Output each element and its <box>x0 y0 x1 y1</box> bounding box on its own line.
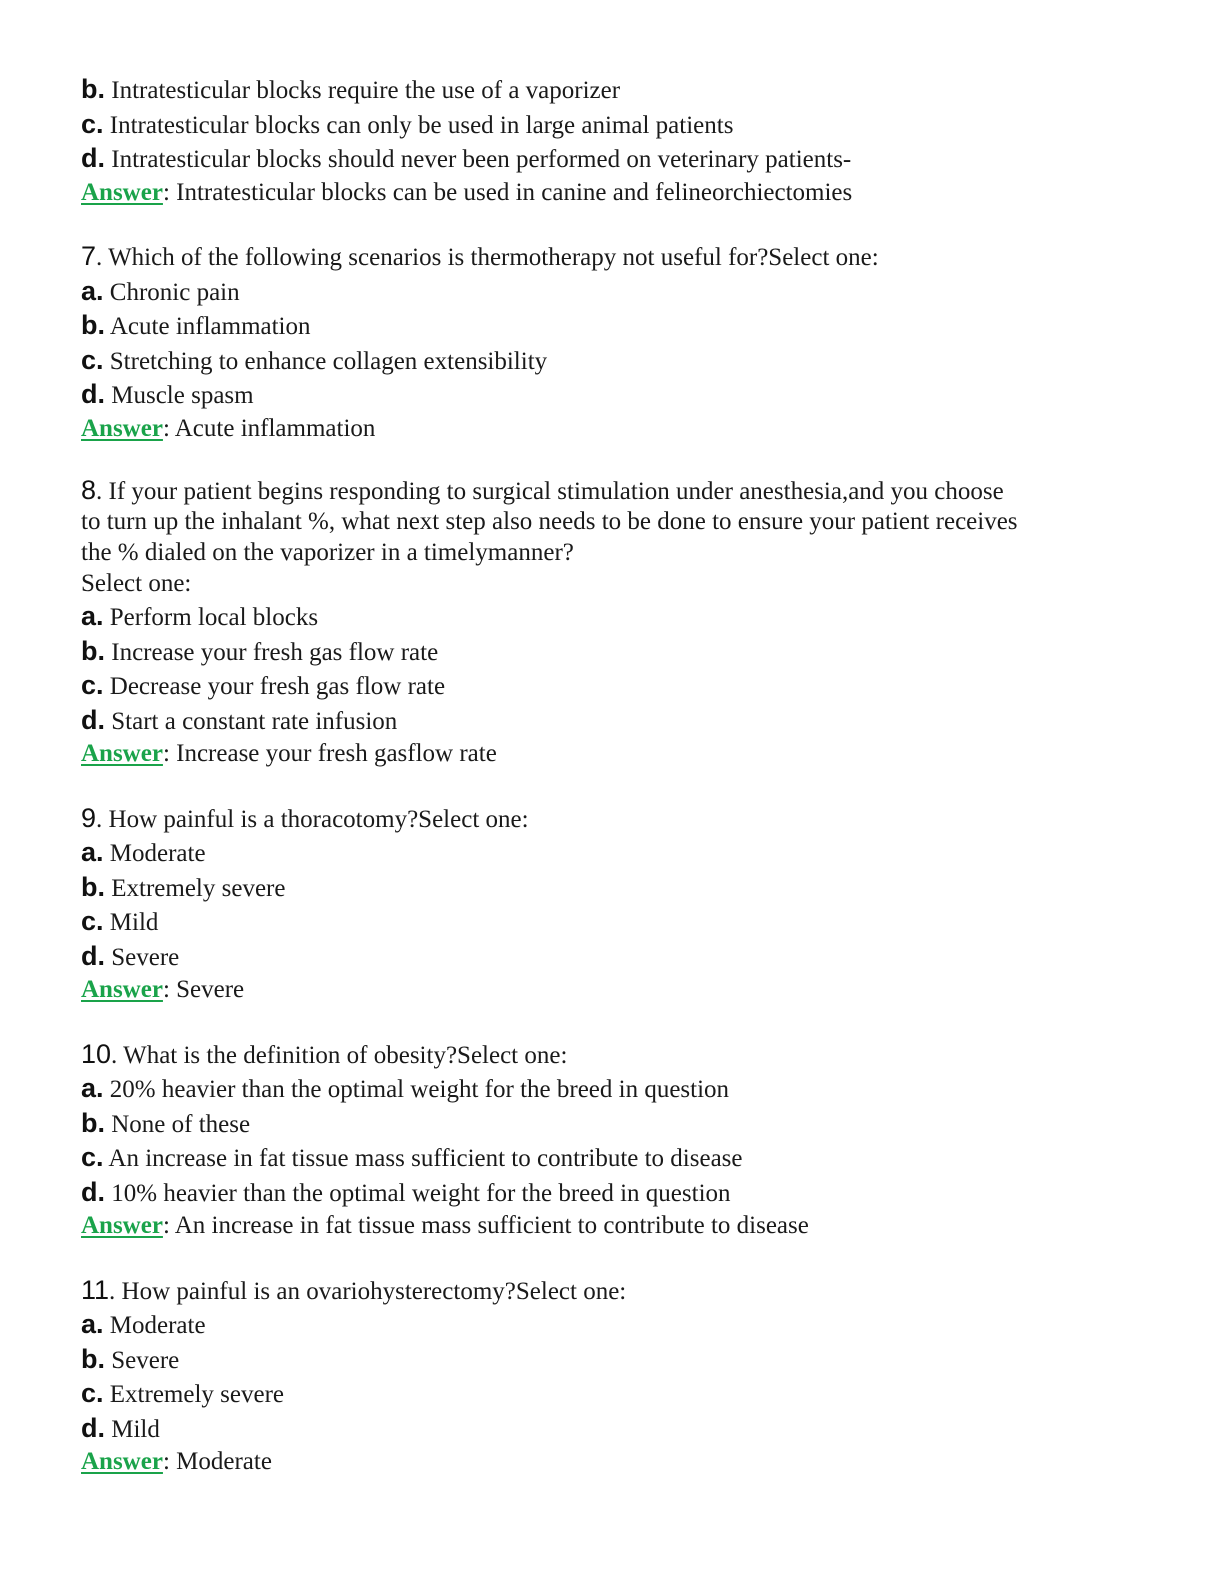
option-d <box>81 703 1161 738</box>
option-letter: b. <box>81 1107 105 1138</box>
answer-line <box>81 1209 1161 1244</box>
option-letter: d. <box>81 1412 105 1443</box>
answer-text: : Intratesticular blocks can be used in canine and felineorchiectomies <box>162 178 853 206</box>
question-text: . How painful is an ovariohysterectomy?Select one: <box>109 1277 627 1305</box>
option-d <box>81 141 1161 176</box>
question-block-7 <box>81 239 1161 446</box>
option-a <box>81 1071 1161 1106</box>
answer-line <box>81 737 1161 772</box>
option-b <box>81 870 1161 905</box>
question-text: . How painful is a thoracotomy?Select one: <box>96 805 529 833</box>
document-page <box>81 72 1161 1480</box>
option-d <box>81 377 1161 412</box>
question-block-partial <box>81 72 1161 210</box>
option-letter: c. <box>81 670 104 700</box>
option-d <box>81 939 1161 974</box>
question-number: 11 <box>81 1274 110 1305</box>
option-text: 20% heavier than the optimal weight for the breed in question <box>103 1076 730 1103</box>
question-prompt <box>81 1037 1161 1072</box>
question-text: . If your patient begins responding to surgical stimulation under anesthesia,and you choose <box>96 478 1004 505</box>
option-text: Extremely severe <box>103 1381 284 1408</box>
option-text: Extremely severe <box>105 874 286 902</box>
answer-label: Answer <box>81 976 163 1003</box>
option-text: Muscle spasm <box>105 382 254 409</box>
option-letter: c. <box>81 108 104 139</box>
option-text: Severe <box>105 1346 180 1374</box>
option-a <box>81 1307 1161 1342</box>
option-c <box>81 904 1161 939</box>
question-text: . Which of the following scenarios is thermotherapy not useful for?Select one: <box>96 244 879 271</box>
answer-line <box>81 1445 1161 1480</box>
option-letter: a. <box>81 837 104 867</box>
answer-line <box>81 176 1161 211</box>
option-text: Mild <box>103 909 159 936</box>
question-number: 10 <box>81 1038 112 1069</box>
option-text: Perform local blocks <box>103 604 319 631</box>
question-number: 9 <box>81 802 97 833</box>
option-text: Severe <box>105 943 180 971</box>
option-c <box>81 1376 1161 1411</box>
option-text: Increase your fresh gas flow rate <box>105 638 439 666</box>
option-text: Stretching to enhance collagen extensibility <box>103 347 548 375</box>
question-prompt <box>81 475 1161 506</box>
question-block-11 <box>81 1273 1161 1480</box>
question-block-10 <box>81 1037 1161 1244</box>
option-letter: c. <box>81 344 104 375</box>
option-text: 10% heavier than the optimal weight for the breed in question <box>105 1179 731 1207</box>
option-letter: d. <box>81 379 105 409</box>
option-letter: b. <box>81 74 105 104</box>
option-text: Moderate <box>103 840 206 867</box>
option-letter: c. <box>81 1378 104 1408</box>
option-letter: c. <box>81 1142 104 1172</box>
option-letter: d. <box>81 704 105 735</box>
answer-line <box>81 973 1161 1008</box>
answer-text: : Acute inflammation <box>162 414 376 442</box>
option-text: Decrease your fresh gas flow rate <box>103 673 446 700</box>
question-number: 7 <box>81 241 97 271</box>
question-prompt-continued: the % dialed on the vaporizer in a timelymanner? <box>81 539 574 566</box>
option-b <box>81 308 1161 343</box>
option-letter: c. <box>81 906 104 936</box>
option-text: Acute inflammation <box>105 313 311 340</box>
option-text: Mild <box>105 1415 160 1443</box>
option-text: Intratesticular blocks should never been performed on veterinary patients- <box>105 146 852 173</box>
answer-label: Answer <box>81 1212 163 1239</box>
option-c <box>81 343 1161 378</box>
option-letter: a. <box>81 275 104 306</box>
option-text: Moderate <box>103 1312 206 1339</box>
answer-text: : An increase in fat tissue mass sufficient to contribute to disease <box>162 1212 809 1239</box>
answer-label: Answer <box>81 178 163 206</box>
question-block-8 <box>81 475 1161 772</box>
question-number: 8 <box>81 475 97 505</box>
option-letter: d. <box>81 1176 105 1207</box>
option-text: An increase in fat tissue mass sufficient to contribute to disease <box>103 1145 743 1172</box>
option-c <box>81 668 1161 703</box>
option-b <box>81 1342 1161 1377</box>
option-c <box>81 1140 1161 1175</box>
option-letter: b. <box>81 635 105 666</box>
option-letter: b. <box>81 1343 105 1374</box>
option-letter: b. <box>81 871 105 902</box>
answer-line <box>81 412 1161 447</box>
question-prompt-continued: to turn up the inhalant %, what next step also needs to be done to ensure your patient receives <box>81 508 1018 535</box>
option-b <box>81 634 1161 669</box>
option-text: Start a constant rate infusion <box>105 707 398 735</box>
option-d <box>81 1411 1161 1446</box>
option-a <box>81 599 1161 634</box>
question-block-9 <box>81 801 1161 1008</box>
option-d <box>81 1175 1161 1210</box>
answer-label: Answer <box>81 414 163 442</box>
option-b <box>81 1106 1161 1141</box>
question-prompt <box>81 239 1161 274</box>
answer-text: : Moderate <box>162 1448 272 1475</box>
option-text: Chronic pain <box>103 278 240 306</box>
option-b <box>81 72 1161 107</box>
question-prompt <box>81 1273 1161 1308</box>
option-c <box>81 107 1161 142</box>
answer-label: Answer <box>81 1448 163 1475</box>
option-a <box>81 835 1161 870</box>
option-a <box>81 274 1161 309</box>
option-letter: a. <box>81 1309 104 1339</box>
answer-label: Answer <box>81 740 163 767</box>
question-prompt-continued: Select one: <box>81 570 192 597</box>
answer-text: : Increase your fresh gasflow rate <box>162 740 497 767</box>
option-letter: a. <box>81 601 104 631</box>
question-text: . What is the definition of obesity?Select one: <box>111 1041 568 1069</box>
option-letter: d. <box>81 143 105 173</box>
answer-text: : Severe <box>162 976 245 1003</box>
option-letter: d. <box>81 940 105 971</box>
option-text: Intratesticular blocks can only be used in large animal patients <box>103 111 734 139</box>
question-prompt <box>81 801 1161 836</box>
option-text: Intratesticular blocks require the use of a vaporizer <box>105 77 621 104</box>
option-letter: b. <box>81 310 105 340</box>
option-letter: a. <box>81 1073 104 1103</box>
option-text: None of these <box>105 1110 251 1138</box>
